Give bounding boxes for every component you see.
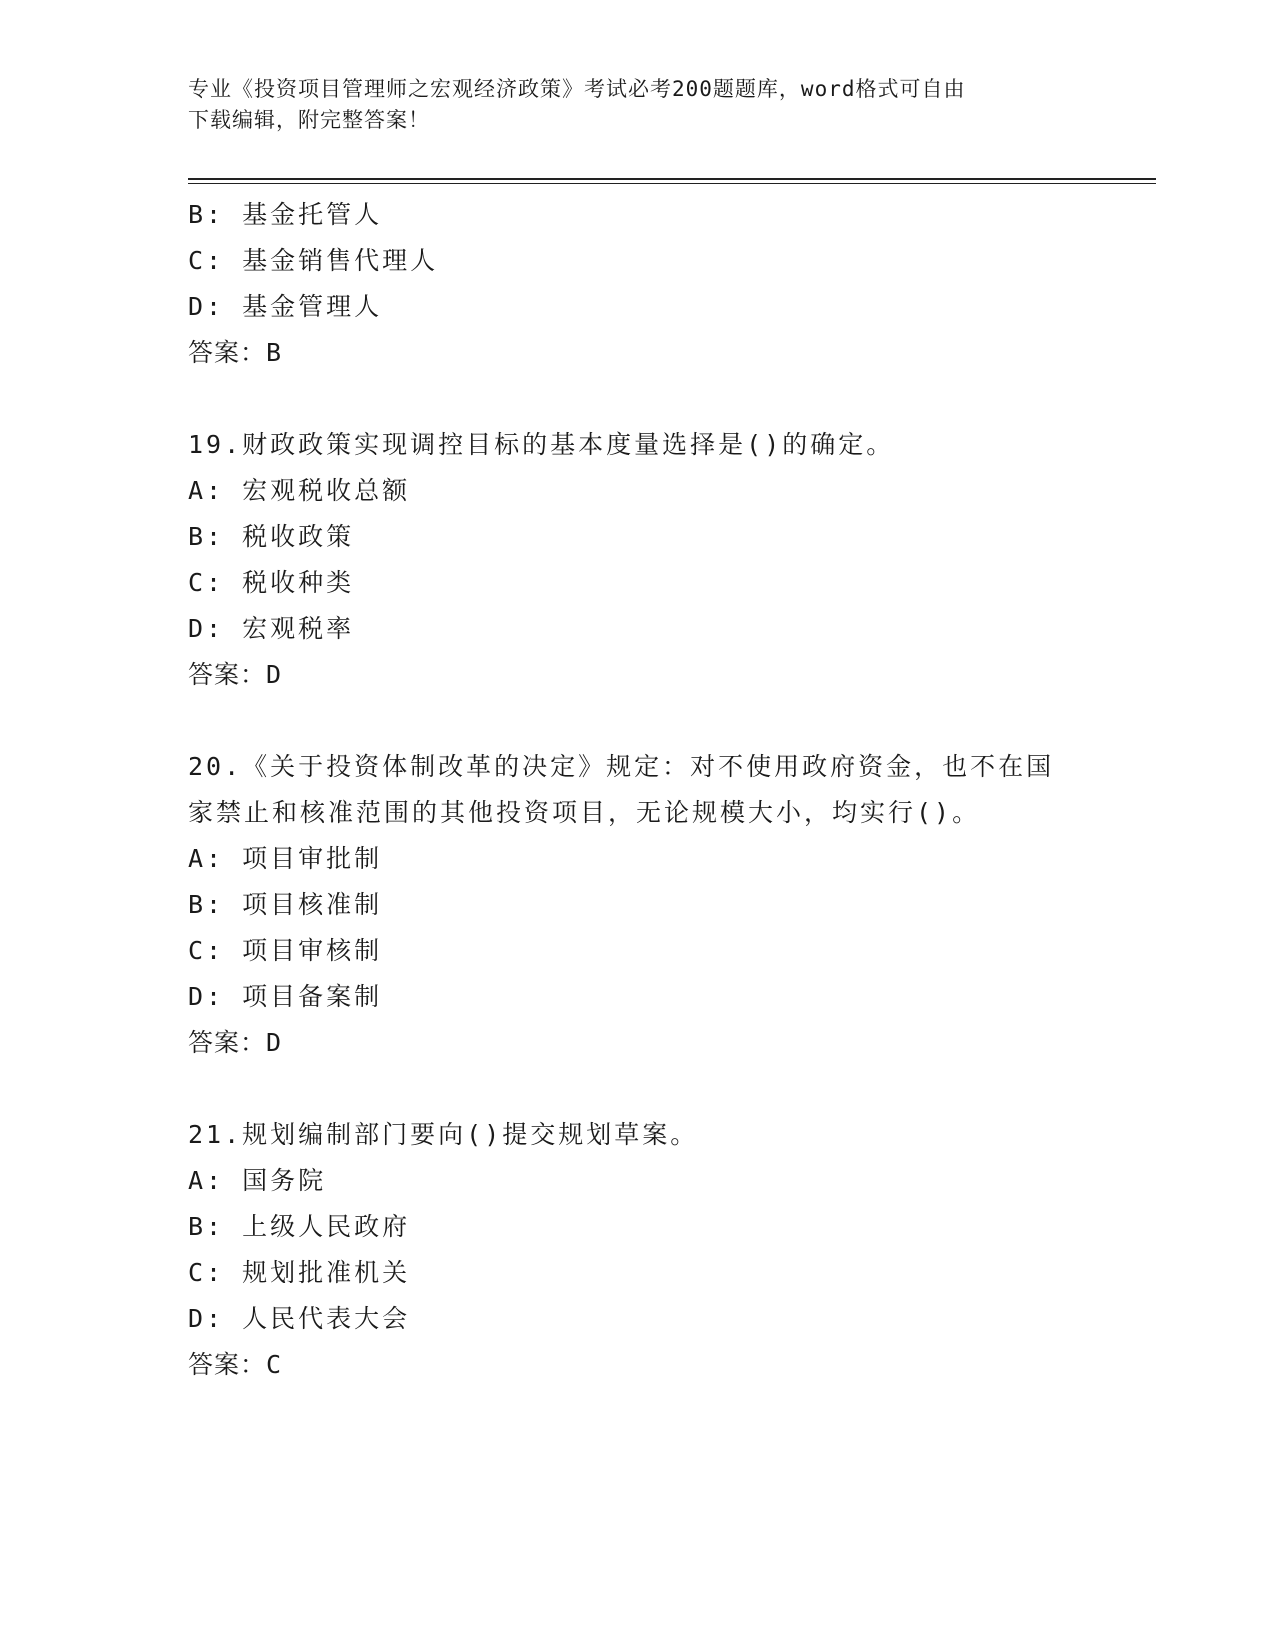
question-spacer (188, 376, 1088, 422)
option-d: D: 宏观税率 (188, 614, 355, 643)
question-list (188, 192, 1088, 1388)
answer-label: 答案：D (188, 660, 283, 689)
option-d: D: 人民代表大会 (188, 1304, 411, 1333)
header-divider-thick (188, 178, 1156, 180)
option-b: B: 上级人民政府 (188, 1212, 411, 1241)
option-c: C: 税收种类 (188, 568, 355, 597)
answer-label: 答案：C (188, 1350, 283, 1379)
option-c: C: 项目审核制 (188, 936, 383, 965)
header-line-2: 下载编辑，附完整答案！ (188, 108, 430, 132)
document-header (188, 74, 1078, 136)
question-block-18-continuation (188, 192, 1088, 376)
option-b: B: 基金托管人 (188, 200, 383, 229)
option-b: B: 税收政策 (188, 522, 355, 551)
question-stem: 21.规划编制部门要向()提交规划草案。 (188, 1120, 699, 1149)
question-spacer (188, 698, 1088, 744)
option-a: A: 项目审批制 (188, 844, 383, 873)
answer-label: 答案：B (188, 338, 283, 367)
header-line-1: 专业《投资项目管理师之宏观经济政策》考试必考200题题库，word格式可自由 (188, 77, 966, 101)
question-stem-line-1: 20.《关于投资体制改革的决定》规定：对不使用政府资金，也不在国 (188, 752, 1055, 781)
option-b: B: 项目核准制 (188, 890, 383, 919)
question-stem: 19.财政政策实现调控目标的基本度量选择是()的确定。 (188, 430, 895, 459)
answer-label: 答案：D (188, 1028, 283, 1057)
header-divider-thin (188, 183, 1156, 184)
question-block-21 (188, 1112, 1088, 1388)
option-d: D: 项目备案制 (188, 982, 383, 1011)
option-c: C: 基金销售代理人 (188, 246, 439, 275)
question-stem-line-2: 家禁止和核准范围的其他投资项目，无论规模大小，均实行()。 (188, 798, 981, 827)
option-c: C: 规划批准机关 (188, 1258, 411, 1287)
question-block-20 (188, 744, 1088, 1066)
option-a: A: 国务院 (188, 1166, 327, 1195)
question-spacer (188, 1066, 1088, 1112)
option-d: D: 基金管理人 (188, 292, 383, 321)
option-a: A: 宏观税收总额 (188, 476, 411, 505)
question-block-19 (188, 422, 1088, 698)
